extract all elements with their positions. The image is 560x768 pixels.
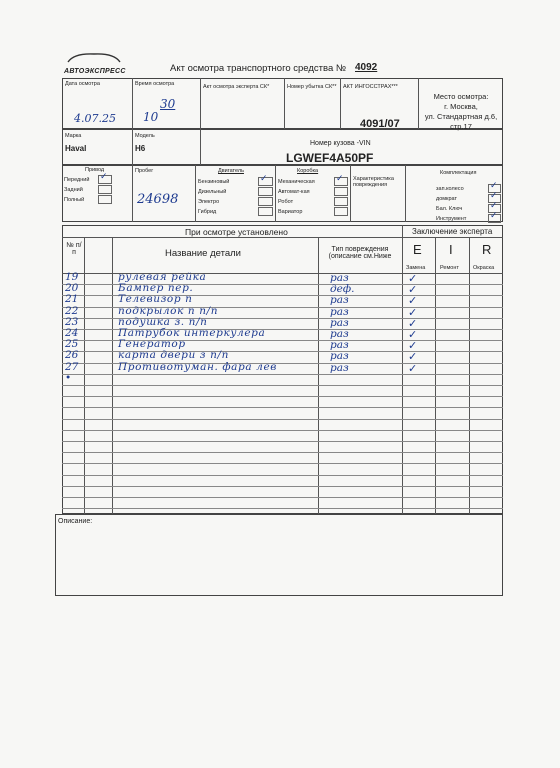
replace-check-mark: ✓ — [408, 339, 418, 353]
document-number: 4092 — [355, 62, 378, 73]
row-part-name: Бампер пер. — [118, 282, 194, 295]
gearbox-auto-label: Автомат-кая — [278, 189, 310, 195]
document-title — [170, 63, 346, 74]
kit-jack-check-mark: ✓ — [490, 191, 498, 201]
row-damage-type: раз — [330, 294, 349, 307]
table-row-line — [62, 407, 503, 408]
place-line-3: стр.17 — [450, 122, 472, 131]
gearbox-manual-check-mark: ✓ — [336, 174, 344, 184]
make-value: Haval — [65, 144, 87, 153]
time-minutes: 30 — [160, 97, 176, 111]
table-row-line — [62, 463, 503, 464]
document-title-text: Акт осмотра транспортного средства № — [170, 63, 347, 74]
row-part-name: Противотуман. фара лев — [118, 360, 277, 373]
row-damage-type: раз — [330, 305, 349, 318]
replace-check-mark: ✓ — [408, 272, 418, 285]
row-number: 26 — [65, 349, 79, 362]
act-ingos-value: 4091/07 — [360, 118, 400, 130]
row-part-name: Патрубок интеркулера — [118, 327, 266, 339]
model-label: Модель — [135, 133, 155, 139]
place-block — [420, 92, 502, 132]
gearbox-variator-label: Вариатор — [278, 209, 303, 215]
engine-diesel-checkbox[interactable] — [258, 187, 273, 196]
gearbox-manual-label: Механическая — [278, 179, 315, 185]
date-label: Дата осмотра — [65, 81, 100, 87]
loss-number-label: Номер убытка СК** — [287, 84, 337, 90]
gearbox-robot-label: Робот — [278, 199, 294, 205]
date-value: 4.07.25 — [74, 112, 116, 125]
vin-label: Номер кузова -VIN — [310, 140, 371, 147]
replace-check-mark: ✓ — [408, 361, 418, 375]
expert-title: Заключение эксперта — [412, 227, 493, 236]
col-repair-header: Ремонт — [440, 265, 459, 271]
model-value: H6 — [135, 144, 146, 153]
table-row-line — [62, 441, 503, 442]
drive-title: Привод — [85, 167, 105, 173]
row-number: 22 — [65, 304, 79, 317]
replace-check-mark: ✓ — [408, 350, 418, 364]
section-title: При осмотре установлено — [185, 227, 288, 237]
act-ingos-label: АКТ ИНГОССТРАХ*** — [343, 84, 398, 90]
table-row-line — [62, 486, 503, 487]
engine-hybrid-checkbox[interactable] — [258, 207, 273, 216]
engine-petrol-label: Бензиновый — [198, 179, 230, 185]
row-part-name: карта двери з п/п — [118, 349, 229, 362]
row-damage-type: деф. — [330, 283, 355, 296]
row-damage-type: раз — [330, 350, 349, 363]
kit-title: Комплектация — [440, 170, 477, 176]
row-part-name: подкрылок п п/п — [118, 304, 219, 317]
table-row-line — [62, 430, 503, 431]
col-i-header: I — [449, 242, 453, 257]
drive-full-label: Полный — [64, 197, 85, 203]
company-logo — [64, 50, 126, 75]
replace-check-mark: ✓ — [408, 283, 418, 297]
col-name-header: Название детали — [165, 248, 241, 259]
row-damage-type: раз — [330, 328, 349, 340]
col-damage-header: Тип повреждения (описание см.Ниже — [328, 246, 392, 260]
row-part-name: подушка з. п/п — [118, 315, 208, 328]
row-damage-type: раз — [330, 339, 349, 352]
logo-text: АВТОЭКСПРЕСС — [64, 68, 126, 75]
description-block — [55, 514, 503, 596]
row-damage-type: раз — [330, 272, 349, 284]
kit-wrench-check-mark: ✓ — [490, 201, 498, 211]
vehicle-block — [62, 129, 503, 165]
engine-petrol-check-mark: ✓ — [260, 174, 268, 184]
mileage-value: 24698 — [137, 192, 179, 207]
engine-electric-checkbox[interactable] — [258, 197, 273, 206]
replace-check-mark: ✓ — [408, 316, 418, 330]
car-logo-icon — [64, 51, 124, 63]
table-row-line — [62, 419, 503, 420]
row-number: 19 — [65, 271, 79, 283]
place-line-2: ул. Стандартная д.6, — [424, 112, 498, 121]
gearbox-robot-checkbox[interactable] — [334, 197, 348, 206]
engine-diesel-label: Дизельный — [198, 189, 227, 195]
replace-check-mark: ✓ — [408, 328, 418, 341]
gearbox-title: Коробка — [297, 168, 319, 174]
row-part-name: Генератор — [118, 338, 186, 351]
table-row-line — [62, 497, 503, 498]
row-damage-type: раз — [330, 361, 349, 374]
description-label: Описание: — [58, 518, 93, 525]
col-replace-header: Замена — [406, 265, 426, 271]
col-e-header: E — [413, 242, 422, 257]
vin-value: LGWEF4A50PF — [286, 151, 374, 165]
place-label: Место осмотра: — [433, 92, 489, 101]
row-number: • — [65, 371, 72, 384]
gearbox-auto-checkbox[interactable] — [334, 187, 348, 196]
gearbox-variator-checkbox[interactable] — [334, 207, 348, 216]
row-number: 24 — [65, 327, 79, 339]
row-number: 20 — [65, 282, 79, 295]
drive-front-check-mark: ✓ — [100, 172, 108, 182]
kit-tool-label: Инструмент — [436, 216, 467, 222]
col-r-header: R — [482, 242, 492, 257]
row-number: 23 — [65, 315, 79, 328]
engine-electric-label: Электро — [198, 199, 220, 205]
time-value: 10 — [143, 110, 159, 124]
place-line-1: г. Москва, — [444, 102, 478, 111]
table-row-line — [62, 475, 503, 476]
row-number: 21 — [65, 293, 79, 306]
make-label: Марка — [65, 133, 82, 139]
engine-hybrid-label: Гибрид — [198, 209, 217, 215]
row-part-name: рулевая рейка — [118, 271, 207, 283]
drive-rear-checkbox[interactable] — [98, 185, 112, 194]
table-row-line — [62, 508, 503, 509]
kit-spare-label: зап.колесо — [436, 186, 464, 192]
damage-char-title: Характеристика повреждения — [353, 176, 394, 188]
kit-spare-check-mark: ✓ — [490, 181, 498, 191]
table-row-line — [62, 385, 503, 386]
time-label: Время осмотра — [135, 81, 175, 87]
replace-check-mark: ✓ — [408, 305, 418, 319]
kit-tool-check-mark: ✓ — [490, 211, 498, 221]
engine-title: Двигатель — [218, 168, 244, 174]
drive-full-checkbox[interactable] — [98, 195, 112, 204]
act-sk-label: Акт осмотра эксперта СК* — [203, 84, 270, 90]
row-part-name: Телевизор п — [118, 293, 193, 306]
mileage-label: Пробег — [135, 168, 154, 174]
drive-front-label: Передний — [64, 177, 90, 183]
row-number: 27 — [65, 360, 79, 373]
kit-wrench-label: Бал. Ключ — [436, 206, 463, 212]
kit-jack-label: домкрат — [436, 196, 457, 202]
col-paint-header: Окраска — [473, 265, 495, 271]
replace-check-mark: ✓ — [408, 294, 418, 308]
table-row-line — [62, 374, 503, 375]
row-number: 25 — [65, 338, 79, 351]
col-no-header: № п/п — [66, 242, 82, 256]
table-row-line — [62, 452, 503, 453]
drive-rear-label: Задний — [64, 187, 83, 193]
row-damage-type: раз — [330, 316, 349, 329]
table-row-line — [62, 396, 503, 397]
